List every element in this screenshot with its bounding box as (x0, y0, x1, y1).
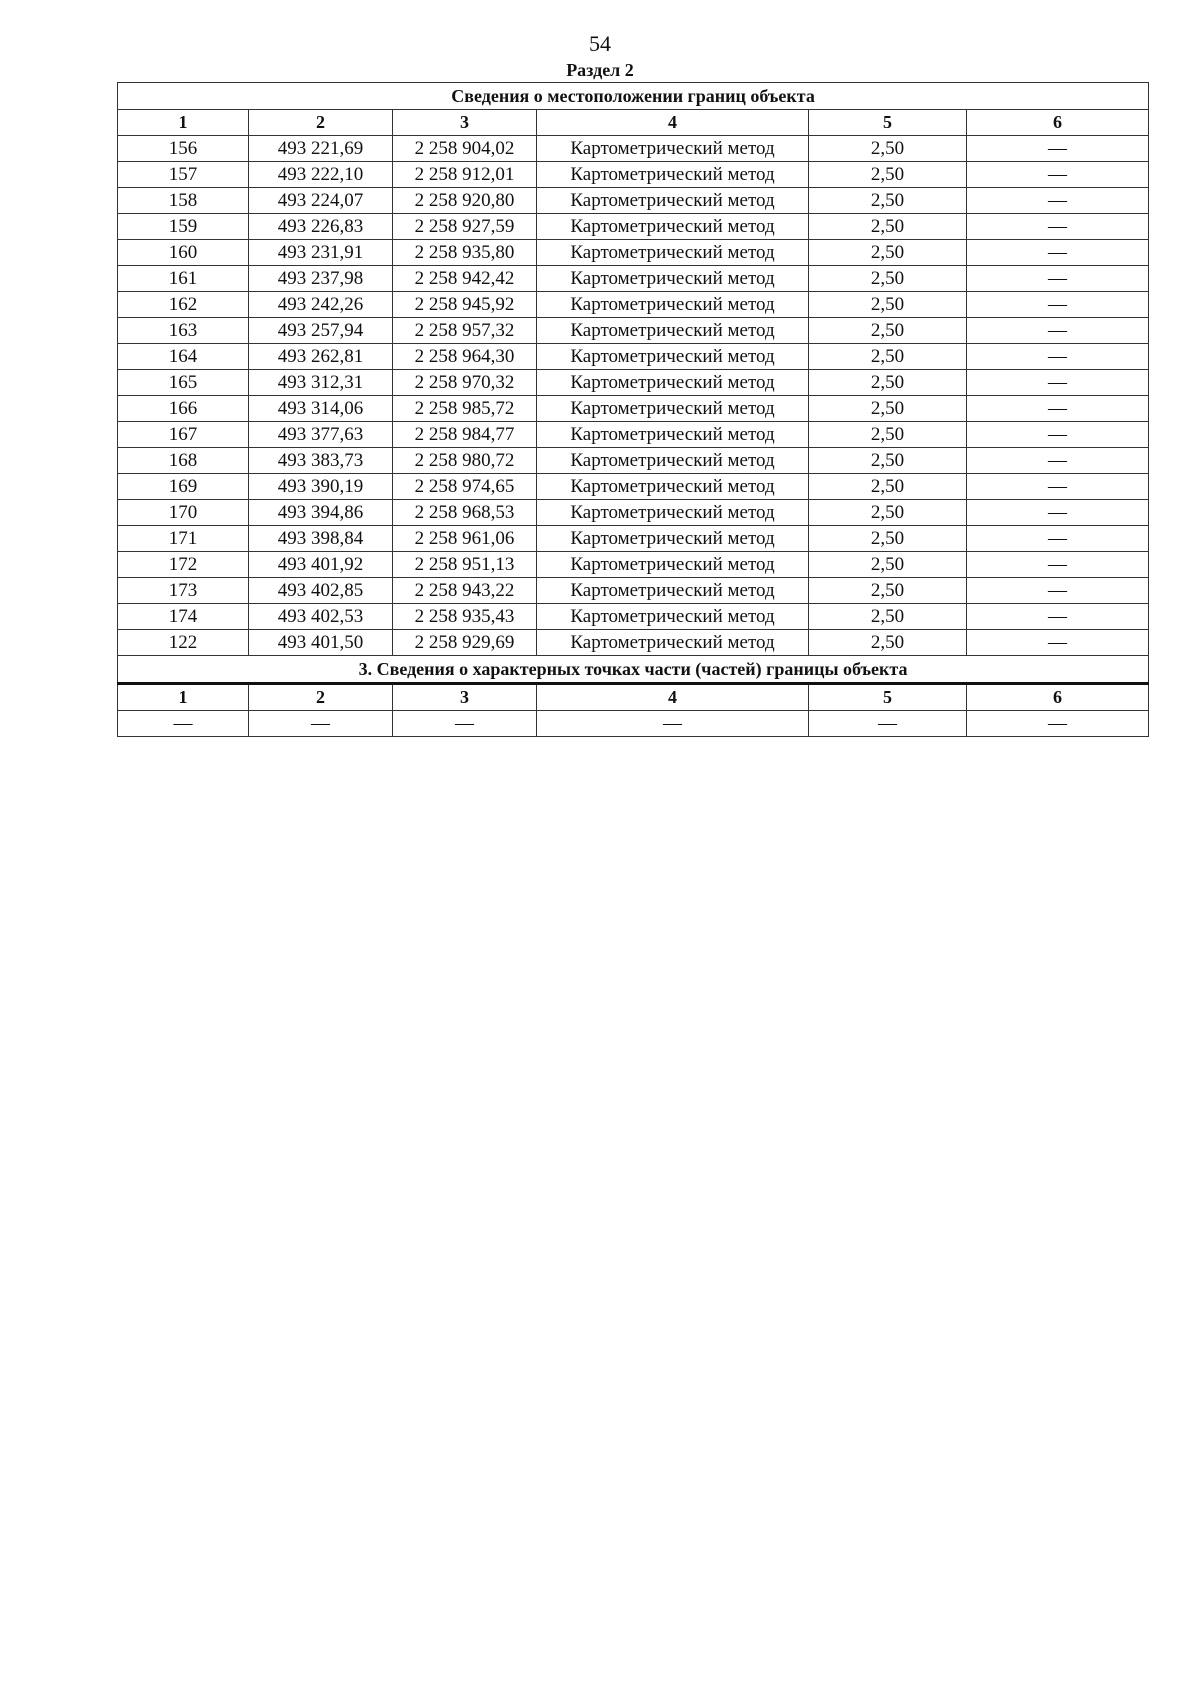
table-cell: 2,50 (809, 552, 967, 578)
table-cell: Картометрический метод (537, 240, 809, 266)
table-row (118, 396, 1149, 422)
table-cell: — (809, 711, 967, 737)
table-cell: — (967, 630, 1149, 656)
table-cell: — (967, 474, 1149, 500)
part-caption: 3. Сведения о характерных точках части (частей) границы объекта (118, 656, 1149, 684)
table-cell: — (118, 711, 249, 737)
table-cell: 163 (118, 318, 249, 344)
table-cell: 174 (118, 604, 249, 630)
table-cell: 172 (118, 552, 249, 578)
table-cell: 493 312,31 (249, 370, 393, 396)
table-cell: 161 (118, 266, 249, 292)
table-row (118, 292, 1149, 318)
table-cell: 2,50 (809, 448, 967, 474)
column-header: 1 (118, 110, 249, 136)
table-cell: 2 258 985,72 (393, 396, 537, 422)
table-cell: 2,50 (809, 500, 967, 526)
table-cell: 166 (118, 396, 249, 422)
column-header: 3 (393, 684, 537, 711)
column-header: 4 (537, 684, 809, 711)
part-table-row (118, 711, 1149, 737)
table-row (118, 188, 1149, 214)
table-row (118, 578, 1149, 604)
table-cell: Картометрический метод (537, 214, 809, 240)
table-cell: 167 (118, 422, 249, 448)
table-row (118, 370, 1149, 396)
table-cell: 2,50 (809, 422, 967, 448)
table-cell: 160 (118, 240, 249, 266)
table-cell: 2,50 (809, 370, 967, 396)
table-row (118, 604, 1149, 630)
table-cell: — (967, 604, 1149, 630)
table-cell: 493 398,84 (249, 526, 393, 552)
table-row (118, 318, 1149, 344)
table-cell: — (967, 344, 1149, 370)
table-cell: 2,50 (809, 396, 967, 422)
table-cell: 493 314,06 (249, 396, 393, 422)
table-cell: — (967, 266, 1149, 292)
table-cell: 2,50 (809, 292, 967, 318)
table-cell: — (967, 292, 1149, 318)
table-cell: 2,50 (809, 136, 967, 162)
table-cell: 2,50 (809, 318, 967, 344)
table-cell: 2 258 968,53 (393, 500, 537, 526)
table-cell: 2,50 (809, 240, 967, 266)
table-cell: Картометрический метод (537, 500, 809, 526)
table-cell: 165 (118, 370, 249, 396)
table-cell: 2 258 943,22 (393, 578, 537, 604)
table-cell: 2 258 920,80 (393, 188, 537, 214)
table-cell: 2 258 961,06 (393, 526, 537, 552)
table-cell: 164 (118, 344, 249, 370)
table-cell: 2 258 984,77 (393, 422, 537, 448)
table-cell: Картометрический метод (537, 266, 809, 292)
table-cell: 493 383,73 (249, 448, 393, 474)
column-header: 3 (393, 110, 537, 136)
table-cell: Картометрический метод (537, 136, 809, 162)
table-row (118, 162, 1149, 188)
table-cell: 2 258 980,72 (393, 448, 537, 474)
table-cell: 169 (118, 474, 249, 500)
table-cell: 2 258 942,42 (393, 266, 537, 292)
table-cell: 171 (118, 526, 249, 552)
table-row (118, 344, 1149, 370)
column-header: 5 (809, 110, 967, 136)
table-cell: 493 231,91 (249, 240, 393, 266)
table-cell: 2 258 964,30 (393, 344, 537, 370)
table-cell: 493 394,86 (249, 500, 393, 526)
table-cell: 2 258 957,32 (393, 318, 537, 344)
table-cell: 493 377,63 (249, 422, 393, 448)
table-cell: 2 258 974,65 (393, 474, 537, 500)
table-cell: 493 242,26 (249, 292, 393, 318)
table-row (118, 474, 1149, 500)
table-cell: Картометрический метод (537, 396, 809, 422)
table-cell: Картометрический метод (537, 448, 809, 474)
column-header: 2 (249, 684, 393, 711)
column-header-row (118, 110, 1149, 136)
table-cell: 173 (118, 578, 249, 604)
table-cell: 159 (118, 214, 249, 240)
table-cell: 2,50 (809, 188, 967, 214)
table-cell: 493 402,85 (249, 578, 393, 604)
table-cell: — (967, 214, 1149, 240)
table-row (118, 240, 1149, 266)
table-caption-row (118, 83, 1149, 110)
table-cell: — (967, 448, 1149, 474)
table-cell: — (967, 396, 1149, 422)
table-cell: 162 (118, 292, 249, 318)
table-cell: 2 258 935,80 (393, 240, 537, 266)
table-row (118, 500, 1149, 526)
section-title: Раздел 2 (566, 60, 634, 80)
table-row (118, 526, 1149, 552)
table-cell: 158 (118, 188, 249, 214)
column-header: 6 (967, 110, 1149, 136)
table-cell: 2 258 904,02 (393, 136, 537, 162)
table-cell: — (393, 711, 537, 737)
table-cell: — (967, 578, 1149, 604)
page-number: 54 (589, 31, 611, 56)
table-row (118, 214, 1149, 240)
column-header: 5 (809, 684, 967, 711)
table-cell: 156 (118, 136, 249, 162)
table-cell: Картометрический метод (537, 526, 809, 552)
column-header: 1 (118, 684, 249, 711)
column-header: 2 (249, 110, 393, 136)
table-cell: 493 262,81 (249, 344, 393, 370)
table-cell: 2,50 (809, 344, 967, 370)
table-cell: — (967, 318, 1149, 344)
table-cell: 493 224,07 (249, 188, 393, 214)
table-cell: 493 226,83 (249, 214, 393, 240)
table-row (118, 266, 1149, 292)
table-cell: — (967, 422, 1149, 448)
table-cell: 122 (118, 630, 249, 656)
table-cell: 2,50 (809, 266, 967, 292)
table-cell: 2,50 (809, 578, 967, 604)
column-header: 4 (537, 110, 809, 136)
table-cell: 493 402,53 (249, 604, 393, 630)
table-cell: Картометрический метод (537, 188, 809, 214)
table-cell: 2,50 (809, 474, 967, 500)
table-cell: 493 221,69 (249, 136, 393, 162)
table-cell: Картометрический метод (537, 370, 809, 396)
table-cell: — (249, 711, 393, 737)
table-cell: 2,50 (809, 630, 967, 656)
column-header: 6 (967, 684, 1149, 711)
table-cell: 157 (118, 162, 249, 188)
table-cell: — (967, 136, 1149, 162)
table-cell: 493 401,92 (249, 552, 393, 578)
table-cell: — (967, 526, 1149, 552)
table-cell: 493 257,94 (249, 318, 393, 344)
table-cell: Картометрический метод (537, 422, 809, 448)
table-caption: Сведения о местоположении границ объекта (118, 83, 1149, 110)
part-column-header-row (118, 684, 1149, 711)
table-cell: 2 258 912,01 (393, 162, 537, 188)
table-cell: Картометрический метод (537, 578, 809, 604)
table-cell: 2,50 (809, 214, 967, 240)
table-cell: 2 258 970,32 (393, 370, 537, 396)
table-cell: 493 222,10 (249, 162, 393, 188)
table-cell: 2 258 935,43 (393, 604, 537, 630)
table-cell: 2,50 (809, 162, 967, 188)
table-row (118, 630, 1149, 656)
part-caption-row (118, 656, 1149, 684)
table-cell: Картометрический метод (537, 162, 809, 188)
table-cell: 493 401,50 (249, 630, 393, 656)
table-cell: — (967, 162, 1149, 188)
table-cell: Картометрический метод (537, 552, 809, 578)
table-row (118, 552, 1149, 578)
boundary-points-table (117, 82, 1149, 737)
table-cell: 2 258 927,59 (393, 214, 537, 240)
table-cell: — (967, 370, 1149, 396)
table-cell: Картометрический метод (537, 344, 809, 370)
table-cell: 168 (118, 448, 249, 474)
table-cell: — (967, 500, 1149, 526)
table-cell: Картометрический метод (537, 630, 809, 656)
table-cell: — (967, 188, 1149, 214)
table-cell: — (967, 711, 1149, 737)
table-cell: Картометрический метод (537, 604, 809, 630)
table-cell: 2 258 929,69 (393, 630, 537, 656)
table-cell: Картометрический метод (537, 292, 809, 318)
table-cell: 2,50 (809, 526, 967, 552)
table-cell: — (967, 240, 1149, 266)
table-cell: — (967, 552, 1149, 578)
table-row (118, 136, 1149, 162)
table-cell: 2 258 951,13 (393, 552, 537, 578)
table-cell: 493 390,19 (249, 474, 393, 500)
table-cell: 2 258 945,92 (393, 292, 537, 318)
table-cell: Картометрический метод (537, 474, 809, 500)
table-cell: — (537, 711, 809, 737)
table-row (118, 448, 1149, 474)
table-row (118, 422, 1149, 448)
table-cell: 2,50 (809, 604, 967, 630)
table-cell: 493 237,98 (249, 266, 393, 292)
table-cell: Картометрический метод (537, 318, 809, 344)
table-cell: 170 (118, 500, 249, 526)
